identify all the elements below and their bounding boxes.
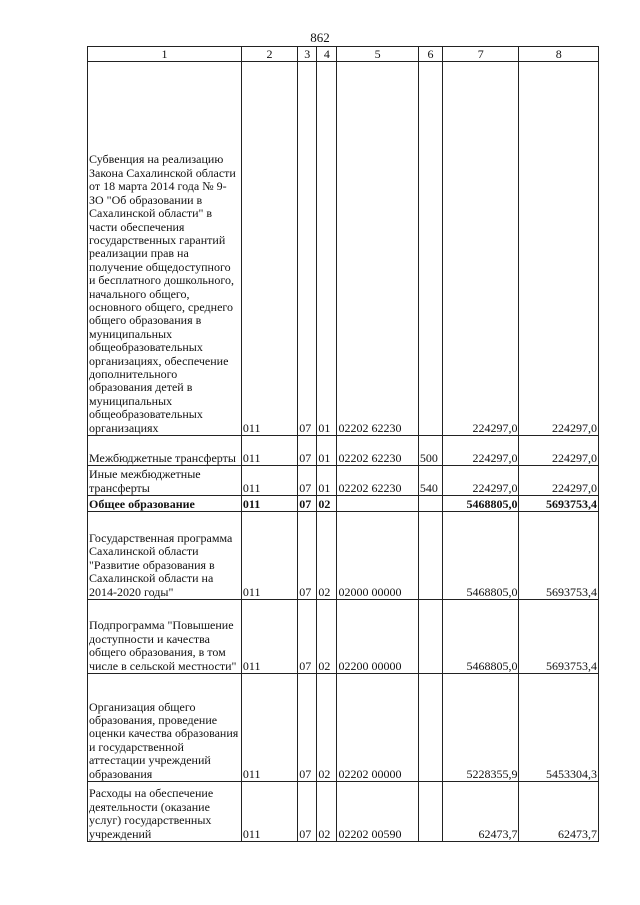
amount-2016: 5453304,3 — [519, 674, 599, 782]
subsection-code: 02 — [317, 782, 337, 842]
expense-kind-code: 500 — [418, 436, 442, 466]
table-row — [88, 674, 599, 782]
amount-2015: 5468805,0 — [443, 496, 519, 512]
section-code: 07 — [298, 62, 317, 436]
subsection-code: 02 — [317, 674, 337, 782]
ministry-code: 011 — [241, 782, 297, 842]
target-code: 02000 00000 — [337, 512, 418, 600]
ministry-code: 011 — [241, 512, 297, 600]
amount-2016: 224297,0 — [519, 466, 599, 496]
section-code: 07 — [298, 600, 317, 674]
target-code — [337, 496, 418, 512]
header-cell: 7 — [443, 47, 519, 62]
page-number: 862 — [310, 30, 330, 45]
amount-2016: 5693753,4 — [519, 600, 599, 674]
header-cell: 8 — [519, 47, 599, 62]
section-code: 07 — [298, 496, 317, 512]
expense-kind-code: 540 — [418, 466, 442, 496]
expense-kind-code — [418, 62, 442, 436]
subsection-code: 02 — [317, 512, 337, 600]
expense-kind-code — [418, 674, 442, 782]
amount-2015: 224297,0 — [443, 436, 519, 466]
item-name: Подпрограмма "Повышение доступности и качества общего образования, в том числе в сельской местности" — [88, 600, 242, 674]
item-name: Общее образование — [88, 496, 242, 512]
table-row — [88, 600, 599, 674]
subsection-code: 01 — [317, 62, 337, 436]
item-name: Расходы на обеспечение деятельности (оказание услуг) государственных учреждений — [88, 782, 242, 842]
item-name: Субвенция на реализацию Закона Сахалинской области от 18 марта 2014 года № 9-ЗО "Об образовании в Сахалинской области" в части обеспечения государственных гарантий реализации прав на получение общедоступного и бесплатного дошкольного, начального общего, основного общего, среднего общего образования в муниципальных общеобразовательных организациях, обеспечение дополнительного образования детей в муниципальных общеобразовательных организациях — [88, 62, 242, 436]
ministry-code: 011 — [241, 496, 297, 512]
amount-2016: 62473,7 — [519, 782, 599, 842]
section-code: 07 — [298, 466, 317, 496]
header-cell: 3 — [298, 47, 317, 62]
budget-table — [87, 46, 599, 842]
amount-2015: 5468805,0 — [443, 600, 519, 674]
item-name: Иные межбюджетные трансферты — [88, 466, 242, 496]
item-name: Организация общего образования, проведение оценки качества образования и государственной аттестации учреждений образования — [88, 674, 242, 782]
subsection-code: 01 — [317, 436, 337, 466]
amount-2015: 5228355,9 — [443, 674, 519, 782]
section-code: 07 — [298, 782, 317, 842]
target-code: 02202 62230 — [337, 436, 418, 466]
section-code: 07 — [298, 436, 317, 466]
expense-kind-code — [418, 782, 442, 842]
amount-2016: 224297,0 — [519, 436, 599, 466]
header-cell: 5 — [337, 47, 418, 62]
table-row — [88, 782, 599, 842]
amount-2015: 224297,0 — [443, 62, 519, 436]
ministry-code: 011 — [241, 600, 297, 674]
amount-2016: 5693753,4 — [519, 512, 599, 600]
table-row — [88, 466, 599, 496]
header-cell: 4 — [317, 47, 337, 62]
amount-2016: 5693753,4 — [519, 496, 599, 512]
ministry-code: 011 — [241, 62, 297, 436]
subsection-code: 02 — [317, 600, 337, 674]
table-header-row — [88, 47, 599, 62]
amount-2016: 224297,0 — [519, 62, 599, 436]
table-row — [88, 496, 599, 512]
target-code: 02202 62230 — [337, 62, 418, 436]
amount-2015: 5468805,0 — [443, 512, 519, 600]
ministry-code: 011 — [241, 436, 297, 466]
header-cell: 6 — [418, 47, 442, 62]
item-name: Межбюджетные трансферты — [88, 436, 242, 466]
header-cell: 1 — [88, 47, 242, 62]
subsection-code: 02 — [317, 496, 337, 512]
header-cell: 2 — [241, 47, 297, 62]
amount-2015: 224297,0 — [443, 466, 519, 496]
table-row — [88, 512, 599, 600]
target-code: 02202 62230 — [337, 466, 418, 496]
expense-kind-code — [418, 600, 442, 674]
ministry-code: 011 — [241, 674, 297, 782]
section-code: 07 — [298, 512, 317, 600]
ministry-code: 011 — [241, 466, 297, 496]
target-code: 02202 00590 — [337, 782, 418, 842]
item-name: Государственная программа Сахалинской области "Развитие образования в Сахалинской области на 2014-2020 годы" — [88, 512, 242, 600]
table-row — [88, 436, 599, 466]
subsection-code: 01 — [317, 466, 337, 496]
section-code: 07 — [298, 674, 317, 782]
table-row — [88, 62, 599, 436]
expense-kind-code — [418, 496, 442, 512]
target-code: 02200 00000 — [337, 600, 418, 674]
target-code: 02202 00000 — [337, 674, 418, 782]
amount-2015: 62473,7 — [443, 782, 519, 842]
expense-kind-code — [418, 512, 442, 600]
